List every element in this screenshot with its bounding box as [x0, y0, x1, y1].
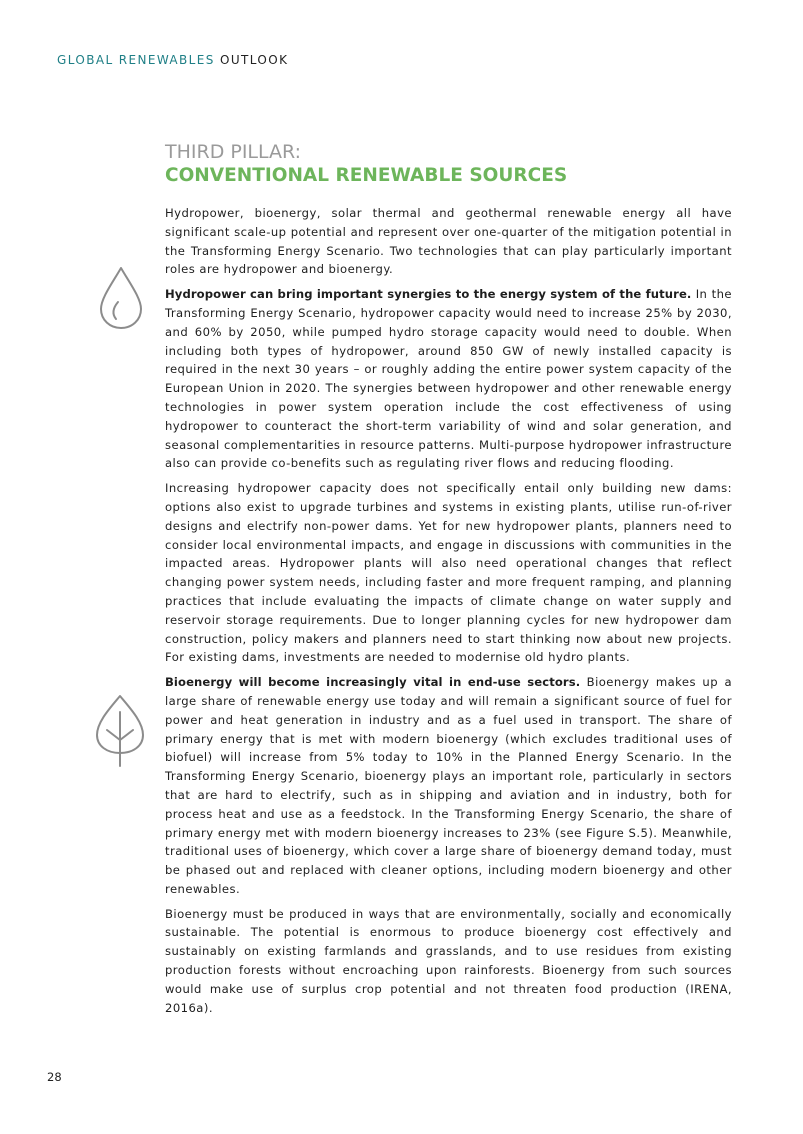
water-drop-icon	[99, 266, 143, 330]
bioenergy-lead: Bioenergy will become increasingly vital in end-use sectors.	[165, 675, 581, 690]
hydropower-paragraph	[165, 285, 732, 473]
bioenergy-body: Bioenergy makes up a large share of renewable energy use today and will remain a significant source of fuel for power and heat generation in industry and as a fuel used in transport. The share of primary energy that is met with modern bioenergy (which excludes traditional uses of biofuel) will increase from 5% today to 10% in the Planned Energy Scenario. In the Transforming Energy Scenario, bioenergy plays an important role, particularly in sectors that are hard to electrify, such as in shipping and aviation and in industry, both for process heat and use as a feedstock. In the Transforming Energy Scenario, the share of primary energy met with modern bioenergy increases to 23% (see Figure S.5). Meanwhile, traditional uses of bioenergy, which cover a large share of bioenergy demand today, must be phased out and replaced with cleaner options, including modern bioenergy and other renewables.	[165, 675, 732, 896]
running-header	[57, 53, 288, 67]
main-content	[165, 140, 732, 1023]
hydropower-capacity-paragraph: Increasing hydropower capacity does not specifically entail only building new dams: options also exist to upgrade turbines and systems in existing plants, utilise run-of-river designs and electrify non-power dams. Yet for new hydropower plants, planners need to consider local environmental impacts, and engage in discussions with communities in the impacted areas. Hydropower plants will also need operational changes that reflect changing power system needs, including faster and more frequent ramping, and planning practices that include evaluating the impacts of climate change on water supply and reservoir storage requirements. Due to longer planning cycles for new hydropower dam construction, policy makers and planners need to start thinking now about new projects. For existing dams, investments are needed to modernise old hydro plants.	[165, 481, 732, 665]
section-title: CONVENTIONAL RENEWABLE SOURCES	[165, 165, 568, 186]
section-title-prefix: THIRD PILLAR:	[165, 141, 302, 163]
hydropower-body: In the Transforming Energy Scenario, hydropower capacity would need to increase 25% by 2030, and 60% by 2050, while pumped hydro storage capacity would need to double. When including both types of hydropower, around 850 GW of newly installed capacity is required in the next 30 years – or roughly adding the entire power system capacity of the European Union in 2020. The synergies between hydropower and other renewable energy technologies in power system operation include the cost effectiveness of using hydropower to counteract the short-term variability of wind and solar generation, and seasonal complementarities in resource patterns. Multi-purpose hydropower infrastructure also can provide co-benefits such as regulating river flows and reducing flooding.	[165, 287, 732, 471]
hydropower-lead: Hydropower can bring important synergies to the energy system of the future.	[165, 287, 692, 302]
bioenergy-paragraph	[165, 673, 732, 899]
header-accent-text: GLOBAL RENEWABLES	[57, 53, 215, 67]
bioenergy-sustainability-paragraph: Bioenergy must be produced in ways that are environmentally, socially and economically sustainable. The potential is enormous to produce bioenergy cost effectively and sustainably on existing farmlands and grasslands, and to use residues from existing production forests without encroaching upon rainforests. Bioenergy from such sources would make use of surplus crop potential and not threaten food production (IRENA, 2016a).	[165, 906, 732, 1015]
intro-paragraph: Hydropower, bioenergy, solar thermal and geothermal renewable energy all have significant scale-up potential and represent over one-quarter of the mitigation potential in the Transforming Energy Scenario. Two technologies that can play particularly important roles are hydropower and bioenergy.	[165, 206, 732, 277]
page-number: 28	[47, 1070, 62, 1084]
header-plain-text: OUTLOOK	[219, 53, 289, 67]
leaf-icon	[94, 694, 146, 768]
